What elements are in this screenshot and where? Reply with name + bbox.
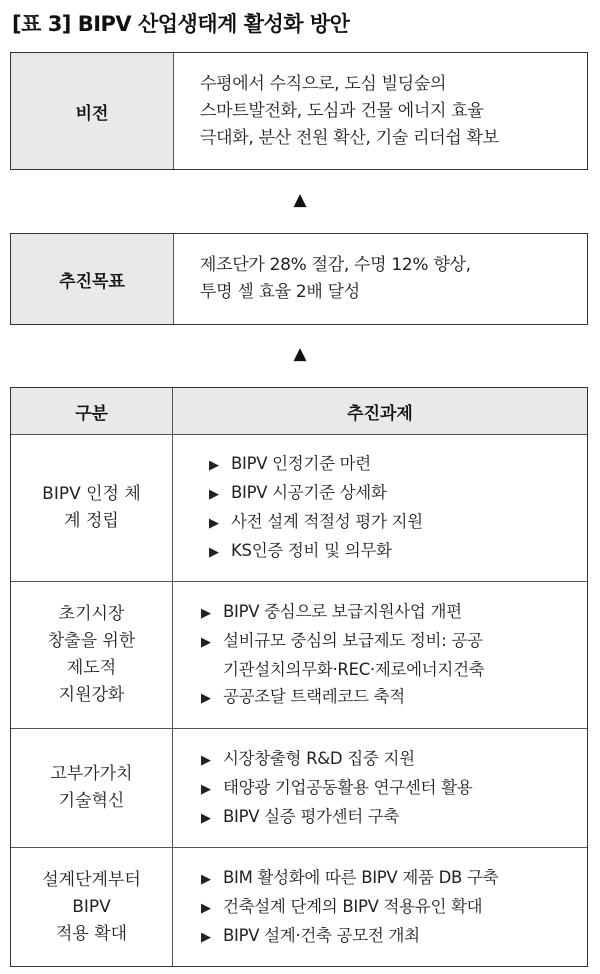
bullet-arrow-icon: ▶ [201, 752, 211, 768]
category-line: 계 정립 [64, 511, 119, 531]
bullet-arrow-icon: ▶ [201, 871, 211, 887]
tasks-table [10, 387, 588, 967]
up-arrow-icon: ▲ [293, 344, 307, 364]
bullet-arrow-icon: ▶ [201, 810, 211, 826]
task-item [209, 450, 587, 479]
table-header [11, 388, 587, 435]
task-item [201, 598, 587, 627]
goal-line: 투명 셀 효율 2배 달성 [200, 282, 360, 302]
vision-line: 극대화, 분산 전원 확산, 기술 리더쉽 확보 [200, 127, 499, 148]
category-line: 초기시장 [58, 604, 125, 624]
bullet-arrow-icon: ▶ [201, 900, 211, 916]
vision-content [174, 53, 587, 169]
category-line: 적용 확대 [55, 923, 128, 944]
header-category: 구분 [11, 388, 173, 434]
category-line: 설계단계부터 [42, 869, 141, 890]
category-line: 기술혁신 [58, 791, 125, 811]
row-tasks [173, 729, 587, 847]
task-text: 건축설계 단계의 BIPV 적용유인 확대 [223, 896, 483, 916]
task-item [209, 479, 587, 508]
category-line: 지원강화 [58, 685, 125, 705]
task-text: 설비규모 중심의 보급제도 정비: 공공 [223, 631, 483, 650]
category-line: 고부가가치 [50, 764, 133, 784]
task-text: 사전 설계 적절성 평가 지원 [231, 512, 423, 531]
vision-label: 비전 [11, 53, 174, 169]
bullet-arrow-icon: ▶ [201, 606, 211, 621]
goal-box [10, 233, 588, 325]
task-text: BIPV 설계·건축 공모전 개최 [223, 925, 420, 945]
bullet-arrow-icon: ▶ [209, 516, 219, 531]
category-line: 제도적 [66, 658, 117, 678]
task-text-continued: 기관설치의무화·REC·제로에너지건축 [223, 660, 485, 679]
vision-line: 수평에서 수직으로, 도심 빌딩숲의 [200, 73, 447, 94]
bullet-arrow-icon: ▶ [201, 929, 211, 945]
table-row [11, 582, 587, 729]
up-arrow-icon: ▲ [293, 190, 307, 210]
task-item [201, 803, 587, 832]
task-item [201, 864, 587, 893]
page-title: [표 3] BIPV 산업생태계 활성화 방안 [12, 12, 350, 36]
vision-box [10, 52, 588, 170]
task-item [209, 508, 587, 537]
task-text: 시장창출형 R&D 집중 지원 [223, 748, 415, 768]
task-text: BIM 활성화에 따른 BIPV 제품 DB 구축 [223, 867, 499, 887]
task-text: BIPV 중심으로 보급지원사업 개편 [223, 602, 462, 621]
task-text: BIPV 시공기준 상세화 [231, 483, 387, 502]
task-text: BIPV 인정기준 마련 [231, 454, 371, 473]
task-item [201, 683, 587, 712]
row-category [11, 582, 173, 728]
row-tasks [173, 435, 587, 581]
task-item [201, 893, 587, 922]
category-line: BIPV [72, 896, 111, 917]
table-row [11, 729, 587, 848]
category-line: BIPV 인정 체 [42, 484, 141, 504]
table-body [11, 435, 587, 966]
task-item [201, 922, 587, 951]
row-tasks [173, 582, 587, 728]
bullet-arrow-icon: ▶ [209, 487, 219, 502]
task-text: KS인증 정비 및 의무화 [231, 541, 392, 560]
goal-content [174, 234, 587, 324]
bullet-arrow-icon: ▶ [209, 458, 219, 473]
bullet-arrow-icon: ▶ [201, 691, 211, 706]
task-item [209, 537, 587, 566]
task-item [201, 627, 587, 683]
bullet-arrow-icon: ▶ [201, 635, 211, 650]
table-row [11, 848, 587, 966]
category-line: 창출을 위한 [47, 631, 136, 651]
row-category [11, 848, 173, 966]
task-text: 태양광 기업공동활용 연구센터 활용 [223, 777, 473, 797]
vision-line: 스마트발전화, 도심과 건물 에너지 효율 [200, 100, 484, 121]
task-text: BIPV 실증 평가센터 구축 [223, 806, 400, 826]
row-category [11, 729, 173, 847]
task-item [201, 745, 587, 774]
goal-label: 추진목표 [11, 234, 174, 324]
table-row [11, 435, 587, 582]
goal-line: 제조단가 28% 절감, 수명 12% 향상, [200, 255, 471, 275]
row-category [11, 435, 173, 581]
task-text: 공공조달 트랙레코드 축적 [223, 687, 405, 706]
bullet-arrow-icon: ▶ [201, 781, 211, 797]
task-item [201, 774, 587, 803]
header-tasks: 추진과제 [347, 403, 413, 424]
bullet-arrow-icon: ▶ [209, 545, 219, 560]
row-tasks [173, 848, 587, 966]
